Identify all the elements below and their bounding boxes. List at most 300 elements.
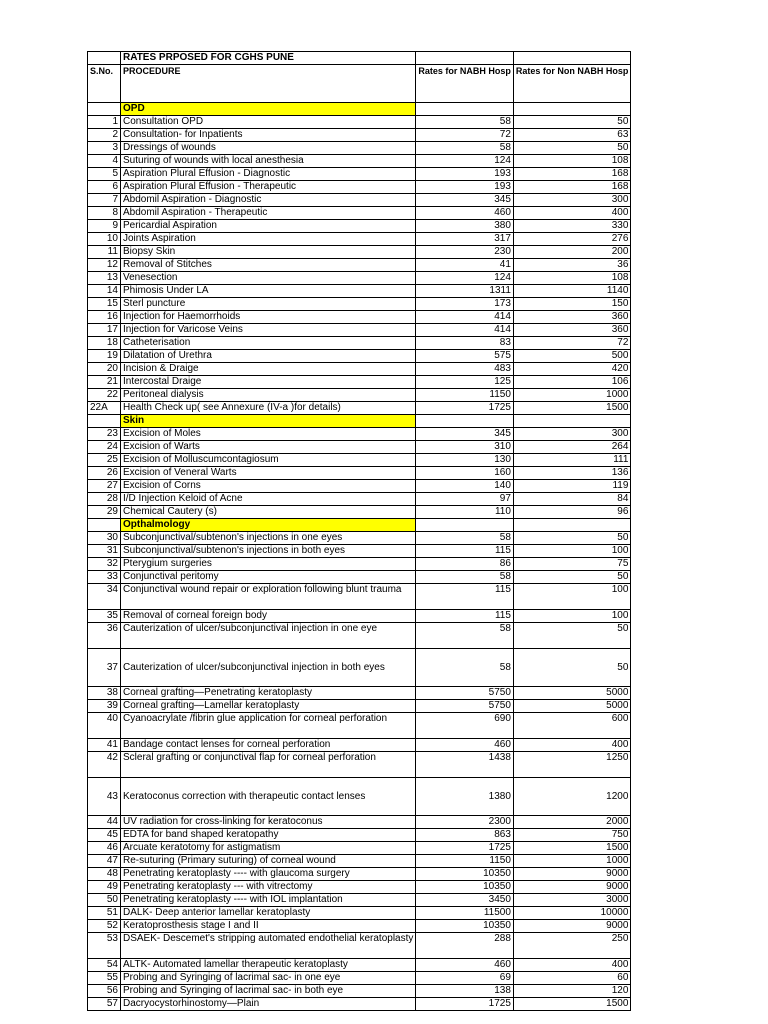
row-procedure: Probing and Syringing of lacrimal sac- in one eye	[121, 972, 416, 985]
row-rate-non-nabh: 10000	[513, 907, 631, 920]
row-sno: 42	[88, 752, 121, 778]
row-rate-nabh: 10350	[416, 920, 514, 933]
row-rate-non-nabh: 200	[513, 246, 631, 259]
row-rate-nabh: 58	[416, 532, 514, 545]
row-rate-nabh: 1725	[416, 402, 514, 415]
row-rate-non-nabh: 120	[513, 985, 631, 998]
row-rate-non-nabh: 250	[513, 933, 631, 959]
table-row	[88, 855, 631, 868]
row-rate-nabh: 310	[416, 441, 514, 454]
row-sno: 45	[88, 829, 121, 842]
row-procedure: Excision of Warts	[121, 441, 416, 454]
row-rate-nabh: 138	[416, 985, 514, 998]
row-rate-nabh: 115	[416, 584, 514, 610]
table-row	[88, 985, 631, 998]
row-rate-non-nabh: 5000	[513, 700, 631, 713]
row-rate-nabh: 317	[416, 233, 514, 246]
section-title: Skin	[121, 415, 416, 428]
table-row	[88, 506, 631, 519]
row-sno: 29	[88, 506, 121, 519]
row-rate-nabh: 1150	[416, 855, 514, 868]
row-rate-non-nabh: 5000	[513, 687, 631, 700]
table-row	[88, 441, 631, 454]
row-sno: 26	[88, 467, 121, 480]
row-rate-nabh: 69	[416, 972, 514, 985]
row-procedure: Cyanoacrylate /fibrin glue application for corneal perforation	[121, 713, 416, 739]
section-title: Opthalmology	[121, 519, 416, 532]
row-rate-non-nabh: 1200	[513, 778, 631, 816]
row-rate-nabh: 230	[416, 246, 514, 259]
row-rate-non-nabh: 264	[513, 441, 631, 454]
row-procedure: Consultation- for Inpatients	[121, 129, 416, 142]
row-rate-non-nabh: 9000	[513, 920, 631, 933]
row-sno: 16	[88, 311, 121, 324]
rates-table	[87, 51, 631, 1011]
row-sno: 47	[88, 855, 121, 868]
row-sno: 12	[88, 259, 121, 272]
title-spacer-cell	[88, 52, 121, 65]
row-sno: 53	[88, 933, 121, 959]
table-row	[88, 181, 631, 194]
row-procedure: Excision of Molluscumcontagiosum	[121, 454, 416, 467]
row-rate-nabh: 160	[416, 467, 514, 480]
table-row	[88, 246, 631, 259]
row-rate-nabh: 173	[416, 298, 514, 311]
row-rate-non-nabh: 1500	[513, 842, 631, 855]
row-rate-nabh: 130	[416, 454, 514, 467]
table-row	[88, 778, 631, 816]
row-sno: 25	[88, 454, 121, 467]
table-row	[88, 739, 631, 752]
table-row	[88, 816, 631, 829]
row-rate-nabh: 5750	[416, 700, 514, 713]
row-rate-non-nabh: 1000	[513, 855, 631, 868]
row-rate-non-nabh: 36	[513, 259, 631, 272]
table-row	[88, 532, 631, 545]
row-sno: 4	[88, 155, 121, 168]
table-row	[88, 285, 631, 298]
row-sno: 38	[88, 687, 121, 700]
table-row	[88, 194, 631, 207]
row-rate-non-nabh: 96	[513, 506, 631, 519]
table-row	[88, 272, 631, 285]
row-sno: 7	[88, 194, 121, 207]
row-rate-nabh: 86	[416, 558, 514, 571]
row-rate-nabh: 380	[416, 220, 514, 233]
row-rate-nabh: 1438	[416, 752, 514, 778]
row-sno: 41	[88, 739, 121, 752]
row-procedure: Penetrating keratoplasty --- with vitrectomy	[121, 881, 416, 894]
table-row	[88, 713, 631, 739]
row-sno: 54	[88, 959, 121, 972]
table-row	[88, 363, 631, 376]
table-row	[88, 571, 631, 584]
row-rate-nabh: 58	[416, 571, 514, 584]
row-procedure: Joints Aspiration	[121, 233, 416, 246]
row-sno: 27	[88, 480, 121, 493]
row-rate-non-nabh: 111	[513, 454, 631, 467]
row-rate-nabh: 2300	[416, 816, 514, 829]
row-rate-nabh: 58	[416, 116, 514, 129]
row-rate-non-nabh: 75	[513, 558, 631, 571]
table-row	[88, 311, 631, 324]
row-procedure: Aspiration Plural Effusion - Therapeutic	[121, 181, 416, 194]
row-sno: 49	[88, 881, 121, 894]
row-rate-non-nabh: 2000	[513, 816, 631, 829]
row-procedure: Conjunctival peritomy	[121, 571, 416, 584]
row-sno: 40	[88, 713, 121, 739]
row-rate-nabh: 97	[416, 493, 514, 506]
table-row	[88, 467, 631, 480]
table-row	[88, 389, 631, 402]
row-procedure: DSAEK- Descemet's stripping automated endothelial keratoplasty	[121, 933, 416, 959]
table-row	[88, 623, 631, 649]
row-rate-nabh: 460	[416, 207, 514, 220]
row-procedure: Health Check up( see Annexure (IV-a )for details)	[121, 402, 416, 415]
row-sno: 22	[88, 389, 121, 402]
row-procedure: Excision of Veneral Warts	[121, 467, 416, 480]
row-procedure: Phimosis Under LA	[121, 285, 416, 298]
row-rate-nabh: 1311	[416, 285, 514, 298]
row-rate-nabh: 125	[416, 376, 514, 389]
row-sno: 34	[88, 584, 121, 610]
row-rate-nabh: 124	[416, 272, 514, 285]
row-procedure: Catheterisation	[121, 337, 416, 350]
table-row	[88, 584, 631, 610]
row-sno: 51	[88, 907, 121, 920]
row-sno: 18	[88, 337, 121, 350]
row-sno: 20	[88, 363, 121, 376]
row-procedure: Removal of Stitches	[121, 259, 416, 272]
row-procedure: Conjunctival wound repair or exploration following blunt trauma	[121, 584, 416, 610]
row-sno: 23	[88, 428, 121, 441]
row-rate-non-nabh: 150	[513, 298, 631, 311]
row-sno: 9	[88, 220, 121, 233]
row-rate-nabh: 863	[416, 829, 514, 842]
row-procedure: Sterl puncture	[121, 298, 416, 311]
row-rate-nabh: 58	[416, 623, 514, 649]
row-procedure: Dilatation of Urethra	[121, 350, 416, 363]
row-rate-nabh: 124	[416, 155, 514, 168]
table-row	[88, 129, 631, 142]
row-rate-nabh: 115	[416, 610, 514, 623]
row-procedure: Injection for Varicose Veins	[121, 324, 416, 337]
row-sno: 13	[88, 272, 121, 285]
row-rate-nabh: 41	[416, 259, 514, 272]
table-row	[88, 376, 631, 389]
row-sno: 5	[88, 168, 121, 181]
row-procedure: I/D Injection Keloid of Acne	[121, 493, 416, 506]
table-row	[88, 920, 631, 933]
table-row	[88, 842, 631, 855]
table-row	[88, 116, 631, 129]
row-procedure: Re-suturing (Primary suturing) of corneal wound	[121, 855, 416, 868]
row-procedure: Cauterization of ulcer/subconjunctival injection in both eyes	[121, 649, 416, 687]
row-sno: 10	[88, 233, 121, 246]
row-rate-nabh: 288	[416, 933, 514, 959]
row-rate-non-nabh: 50	[513, 142, 631, 155]
row-rate-non-nabh: 50	[513, 532, 631, 545]
row-procedure: Scleral grafting or conjunctival flap for corneal perforation	[121, 752, 416, 778]
row-rate-nabh: 3450	[416, 894, 514, 907]
row-procedure: Dacryocystorhinostomy—Plain	[121, 998, 416, 1011]
row-sno: 52	[88, 920, 121, 933]
row-rate-nabh: 460	[416, 959, 514, 972]
row-procedure: Pterygium surgeries	[121, 558, 416, 571]
section-header-row	[88, 519, 631, 532]
row-rate-non-nabh: 600	[513, 713, 631, 739]
table-row	[88, 998, 631, 1011]
row-procedure: Venesection	[121, 272, 416, 285]
row-sno: 21	[88, 376, 121, 389]
row-rate-nabh: 72	[416, 129, 514, 142]
row-sno: 44	[88, 816, 121, 829]
row-rate-non-nabh: 108	[513, 155, 631, 168]
table-row	[88, 480, 631, 493]
table-row	[88, 881, 631, 894]
row-rate-nabh: 5750	[416, 687, 514, 700]
row-rate-nabh: 83	[416, 337, 514, 350]
row-procedure: Penetrating keratoplasty ---- with glaucoma surgery	[121, 868, 416, 881]
row-procedure: UV radiation for cross-linking for keratoconus	[121, 816, 416, 829]
row-rate-nabh: 575	[416, 350, 514, 363]
table-row	[88, 545, 631, 558]
row-sno: 22A	[88, 402, 121, 415]
row-rate-non-nabh: 50	[513, 116, 631, 129]
row-sno: 28	[88, 493, 121, 506]
section-spacer-cell	[416, 415, 514, 428]
row-procedure: Suturing of wounds with local anesthesia	[121, 155, 416, 168]
row-procedure: Pericardial Aspiration	[121, 220, 416, 233]
row-rate-non-nabh: 100	[513, 545, 631, 558]
row-rate-non-nabh: 420	[513, 363, 631, 376]
row-sno: 19	[88, 350, 121, 363]
row-rate-non-nabh: 500	[513, 350, 631, 363]
row-rate-nabh: 1725	[416, 998, 514, 1011]
row-procedure: ALTK- Automated lamellar therapeutic keratoplasty	[121, 959, 416, 972]
row-sno: 31	[88, 545, 121, 558]
row-rate-non-nabh: 400	[513, 207, 631, 220]
row-rate-nabh: 193	[416, 168, 514, 181]
table-row	[88, 337, 631, 350]
table-row	[88, 959, 631, 972]
row-rate-non-nabh: 9000	[513, 881, 631, 894]
row-rate-non-nabh: 63	[513, 129, 631, 142]
row-rate-nabh: 110	[416, 506, 514, 519]
row-sno: 57	[88, 998, 121, 1011]
row-rate-nabh: 460	[416, 739, 514, 752]
row-sno: 33	[88, 571, 121, 584]
row-sno: 14	[88, 285, 121, 298]
row-rate-non-nabh: 168	[513, 168, 631, 181]
row-sno: 46	[88, 842, 121, 855]
row-procedure: Abdomil Aspiration - Therapeutic	[121, 207, 416, 220]
table-row	[88, 610, 631, 623]
table-row	[88, 168, 631, 181]
sheet-title: RATES PRPOSED FOR CGHS PUNE	[121, 52, 416, 65]
row-rate-non-nabh: 1500	[513, 998, 631, 1011]
row-procedure: Injection for Haemorrhoids	[121, 311, 416, 324]
row-rate-non-nabh: 276	[513, 233, 631, 246]
row-procedure: Cauterization of ulcer/subconjunctival injection in one eye	[121, 623, 416, 649]
row-procedure: EDTA for band shaped keratopathy	[121, 829, 416, 842]
table-row	[88, 155, 631, 168]
table-row	[88, 324, 631, 337]
row-sno: 50	[88, 894, 121, 907]
row-procedure: Subconjunctival/subtenon's injections in one eyes	[121, 532, 416, 545]
table-row	[88, 829, 631, 842]
row-rate-nabh: 345	[416, 428, 514, 441]
row-sno: 3	[88, 142, 121, 155]
table-row	[88, 907, 631, 920]
row-procedure: Arcuate keratotomy for astigmatism	[121, 842, 416, 855]
header-non-nabh: Rates for Non NABH Hosp	[513, 65, 631, 103]
row-rate-non-nabh: 168	[513, 181, 631, 194]
table-row	[88, 493, 631, 506]
row-rate-nabh: 1380	[416, 778, 514, 816]
section-spacer-cell	[513, 103, 631, 116]
row-rate-non-nabh: 330	[513, 220, 631, 233]
row-sno: 48	[88, 868, 121, 881]
row-rate-non-nabh: 360	[513, 311, 631, 324]
section-header-row	[88, 415, 631, 428]
table-row	[88, 933, 631, 959]
row-rate-non-nabh: 84	[513, 493, 631, 506]
row-sno: 37	[88, 649, 121, 687]
table-row	[88, 752, 631, 778]
table-row	[88, 868, 631, 881]
row-rate-non-nabh: 50	[513, 649, 631, 687]
row-rate-nabh: 10350	[416, 868, 514, 881]
row-rate-nabh: 11500	[416, 907, 514, 920]
row-sno: 56	[88, 985, 121, 998]
header-procedure: PROCEDURE	[121, 65, 416, 103]
row-procedure: Biopsy Skin	[121, 246, 416, 259]
title-spacer-cell	[416, 52, 514, 65]
row-procedure: Bandage contact lenses for corneal perforation	[121, 739, 416, 752]
row-procedure: Chemical Cautery (s)	[121, 506, 416, 519]
table-row	[88, 558, 631, 571]
table-row	[88, 700, 631, 713]
row-sno: 6	[88, 181, 121, 194]
row-rate-nabh: 483	[416, 363, 514, 376]
row-rate-non-nabh: 60	[513, 972, 631, 985]
row-rate-nabh: 1150	[416, 389, 514, 402]
section-spacer-cell	[88, 103, 121, 116]
row-rate-non-nabh: 50	[513, 623, 631, 649]
row-rate-non-nabh: 400	[513, 959, 631, 972]
table-row	[88, 233, 631, 246]
header-nabh: Rates for NABH Hosp	[416, 65, 514, 103]
row-rate-non-nabh: 1140	[513, 285, 631, 298]
row-rate-nabh: 115	[416, 545, 514, 558]
row-rate-non-nabh: 360	[513, 324, 631, 337]
section-title: OPD	[121, 103, 416, 116]
row-procedure: Keratoconus correction with therapeutic contact lenses	[121, 778, 416, 816]
row-sno: 8	[88, 207, 121, 220]
row-rate-non-nabh: 1500	[513, 402, 631, 415]
table-row	[88, 350, 631, 363]
section-header-row	[88, 103, 631, 116]
row-procedure: Corneal grafting—Penetrating keratoplasty	[121, 687, 416, 700]
row-sno: 15	[88, 298, 121, 311]
row-procedure: Corneal grafting—Lamellar keratoplasty	[121, 700, 416, 713]
row-sno: 24	[88, 441, 121, 454]
row-rate-non-nabh: 50	[513, 571, 631, 584]
row-sno: 30	[88, 532, 121, 545]
row-rate-non-nabh: 1000	[513, 389, 631, 402]
row-rate-nabh: 140	[416, 480, 514, 493]
section-spacer-cell	[416, 103, 514, 116]
row-rate-nabh: 10350	[416, 881, 514, 894]
section-spacer-cell	[513, 519, 631, 532]
table-row	[88, 454, 631, 467]
section-spacer-cell	[513, 415, 631, 428]
row-rate-non-nabh: 300	[513, 428, 631, 441]
row-rate-nabh: 1725	[416, 842, 514, 855]
table-row	[88, 298, 631, 311]
row-rate-nabh: 414	[416, 324, 514, 337]
row-rate-nabh: 193	[416, 181, 514, 194]
table-row	[88, 207, 631, 220]
row-sno: 2	[88, 129, 121, 142]
row-rate-non-nabh: 72	[513, 337, 631, 350]
row-procedure: Removal of corneal foreign body	[121, 610, 416, 623]
row-sno: 36	[88, 623, 121, 649]
row-rate-non-nabh: 3000	[513, 894, 631, 907]
row-rate-non-nabh: 106	[513, 376, 631, 389]
table-row	[88, 259, 631, 272]
row-rate-nabh: 345	[416, 194, 514, 207]
section-spacer-cell	[416, 519, 514, 532]
row-procedure: Consultation OPD	[121, 116, 416, 129]
row-rate-non-nabh: 119	[513, 480, 631, 493]
row-procedure: DALK- Deep anterior lamellar keratoplasty	[121, 907, 416, 920]
row-rate-nabh: 414	[416, 311, 514, 324]
table-row	[88, 220, 631, 233]
row-rate-nabh: 58	[416, 649, 514, 687]
table-row	[88, 142, 631, 155]
row-procedure: Probing and Syringing of lacrimal sac- in both eye	[121, 985, 416, 998]
row-procedure: Abdomil Aspiration - Diagnostic	[121, 194, 416, 207]
row-procedure: Dressings of wounds	[121, 142, 416, 155]
row-rate-non-nabh: 1250	[513, 752, 631, 778]
row-rate-non-nabh: 136	[513, 467, 631, 480]
row-sno: 1	[88, 116, 121, 129]
row-sno: 43	[88, 778, 121, 816]
row-sno: 32	[88, 558, 121, 571]
row-sno: 39	[88, 700, 121, 713]
section-spacer-cell	[88, 519, 121, 532]
header-sno: S.No.	[88, 65, 121, 103]
row-sno: 11	[88, 246, 121, 259]
row-procedure: Intercostal Draige	[121, 376, 416, 389]
row-rate-nabh: 690	[416, 713, 514, 739]
row-procedure: Excision of Moles	[121, 428, 416, 441]
section-spacer-cell	[88, 415, 121, 428]
table-row	[88, 687, 631, 700]
row-rate-non-nabh: 9000	[513, 868, 631, 881]
table-row	[88, 402, 631, 415]
row-procedure: Subconjunctival/subtenon's injections in both eyes	[121, 545, 416, 558]
row-procedure: Aspiration Plural Effusion - Diagnostic	[121, 168, 416, 181]
row-procedure: Excision of Corns	[121, 480, 416, 493]
row-procedure: Incision & Draige	[121, 363, 416, 376]
row-sno: 55	[88, 972, 121, 985]
table-row	[88, 972, 631, 985]
table-row	[88, 649, 631, 687]
title-spacer-cell	[513, 52, 631, 65]
